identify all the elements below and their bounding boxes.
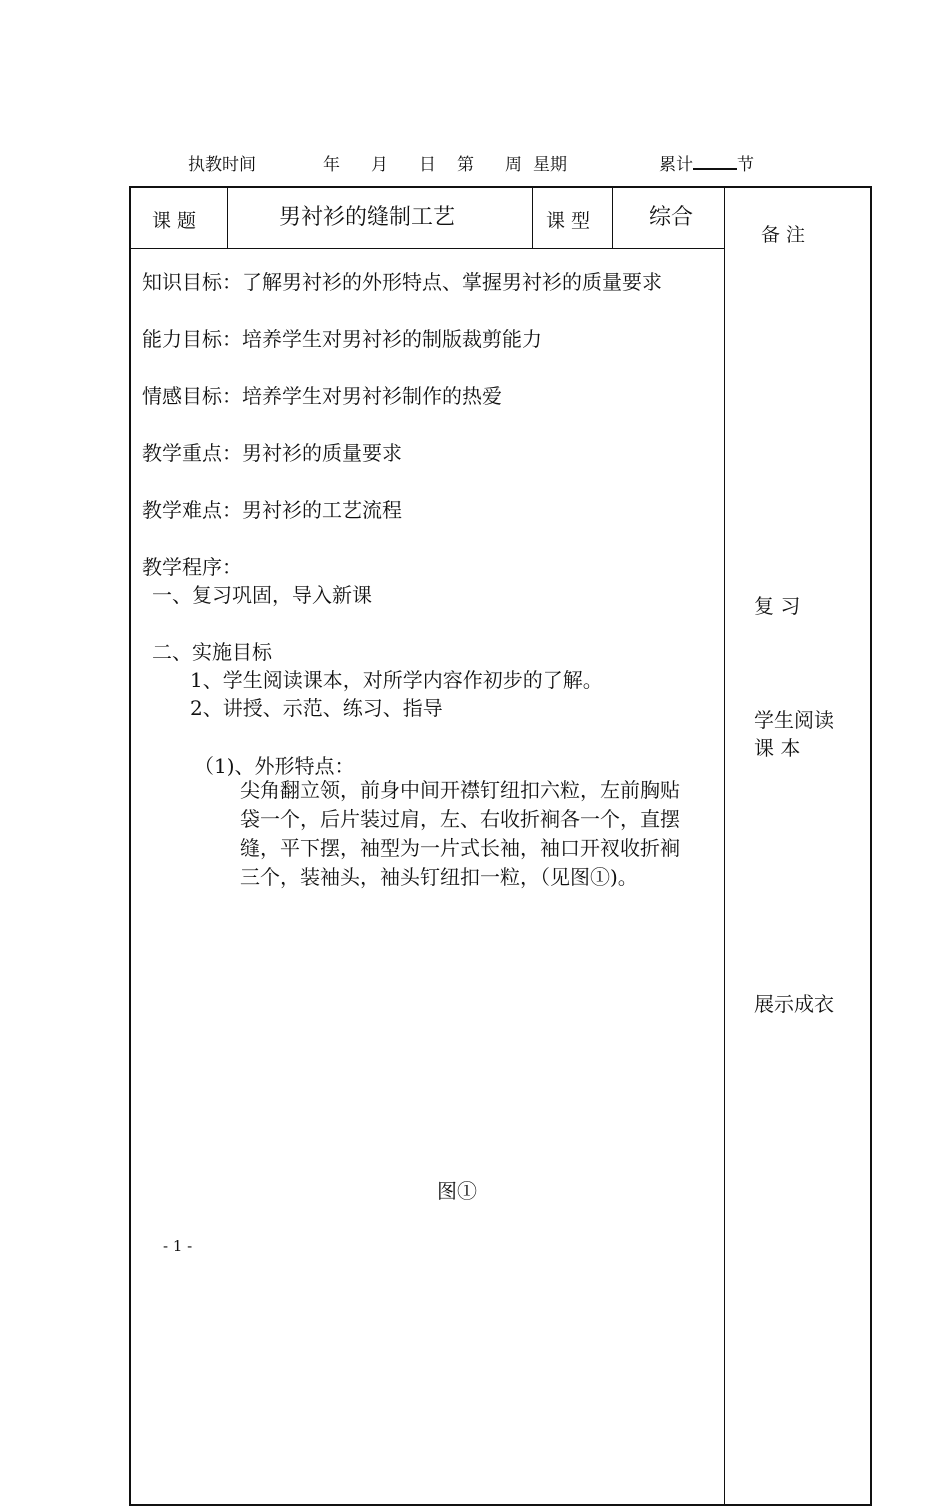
page-number: - 1 -	[163, 1237, 193, 1255]
remark-review: 复 习	[754, 594, 801, 618]
figure-caption: 图①	[437, 1179, 477, 1203]
remark-reading-1: 学生阅读	[754, 708, 834, 732]
feature-title: （1)、外形特点：	[194, 754, 355, 778]
month-label: 月	[371, 155, 388, 175]
procedure-sub-2: 2、讲授、示范、练习、指导	[190, 696, 443, 720]
remark-reading-2: 课 本	[754, 736, 801, 760]
knowledge-objective: 知识目标：了解男衬衫的外形特点、掌握男衬衫的质量要求	[142, 270, 662, 294]
procedure-sub-1: 1、学生阅读课本，对所学内容作初步的了解。	[190, 668, 603, 692]
topic-label: 课 题	[152, 210, 197, 232]
feature-line-4: 三个，装袖头，袖头钉纽扣一粒，（见图①)。	[240, 865, 638, 889]
feature-line-1: 尖角翻立领，前身中间开襟钉纽扣六粒，左前胸贴	[240, 778, 680, 802]
procedure-step-2: 二、实施目标	[152, 640, 272, 664]
feature-line-2: 袋一个，后片装过肩，左、右收折裥各一个，直摆	[240, 807, 680, 831]
remarks-column-divider	[724, 187, 725, 1505]
difficulty: 教学难点：男衬衫的工艺流程	[142, 498, 402, 522]
feature-line-3: 缝，平下摆，袖型为一片式长袖，袖口开衩收折裥	[240, 836, 680, 860]
teach-time-label: 执教时间	[188, 155, 256, 175]
remarks-label: 备 注	[761, 224, 806, 246]
year-label: 年	[323, 155, 340, 175]
divider-topic-value	[532, 187, 533, 249]
week-label: 周	[505, 155, 522, 175]
divider-type	[612, 187, 613, 249]
weekday-label: 星期	[533, 155, 567, 175]
topic-value: 男衬衫的缝制工艺	[279, 205, 456, 230]
ability-objective: 能力目标：培养学生对男衬衫的制版裁剪能力	[142, 327, 542, 351]
key-point: 教学重点：男衬衫的质量要求	[142, 441, 402, 465]
di-label: 第	[457, 155, 474, 175]
cumulative-blank	[693, 154, 737, 170]
day-label: 日	[419, 155, 436, 175]
type-value: 综合	[649, 205, 694, 230]
type-label: 课 型	[546, 210, 591, 232]
emotion-objective: 情感目标：培养学生对男衬衫制作的热爱	[142, 384, 502, 408]
remark-show: 展示成衣	[754, 992, 834, 1016]
header-row-divider	[130, 248, 725, 249]
procedure-title: 教学程序：	[142, 555, 242, 579]
divider-topic	[227, 187, 228, 249]
procedure-step-1: 一、复习巩固，导入新课	[152, 583, 372, 607]
cumulative-label: 累计 节	[659, 155, 754, 175]
